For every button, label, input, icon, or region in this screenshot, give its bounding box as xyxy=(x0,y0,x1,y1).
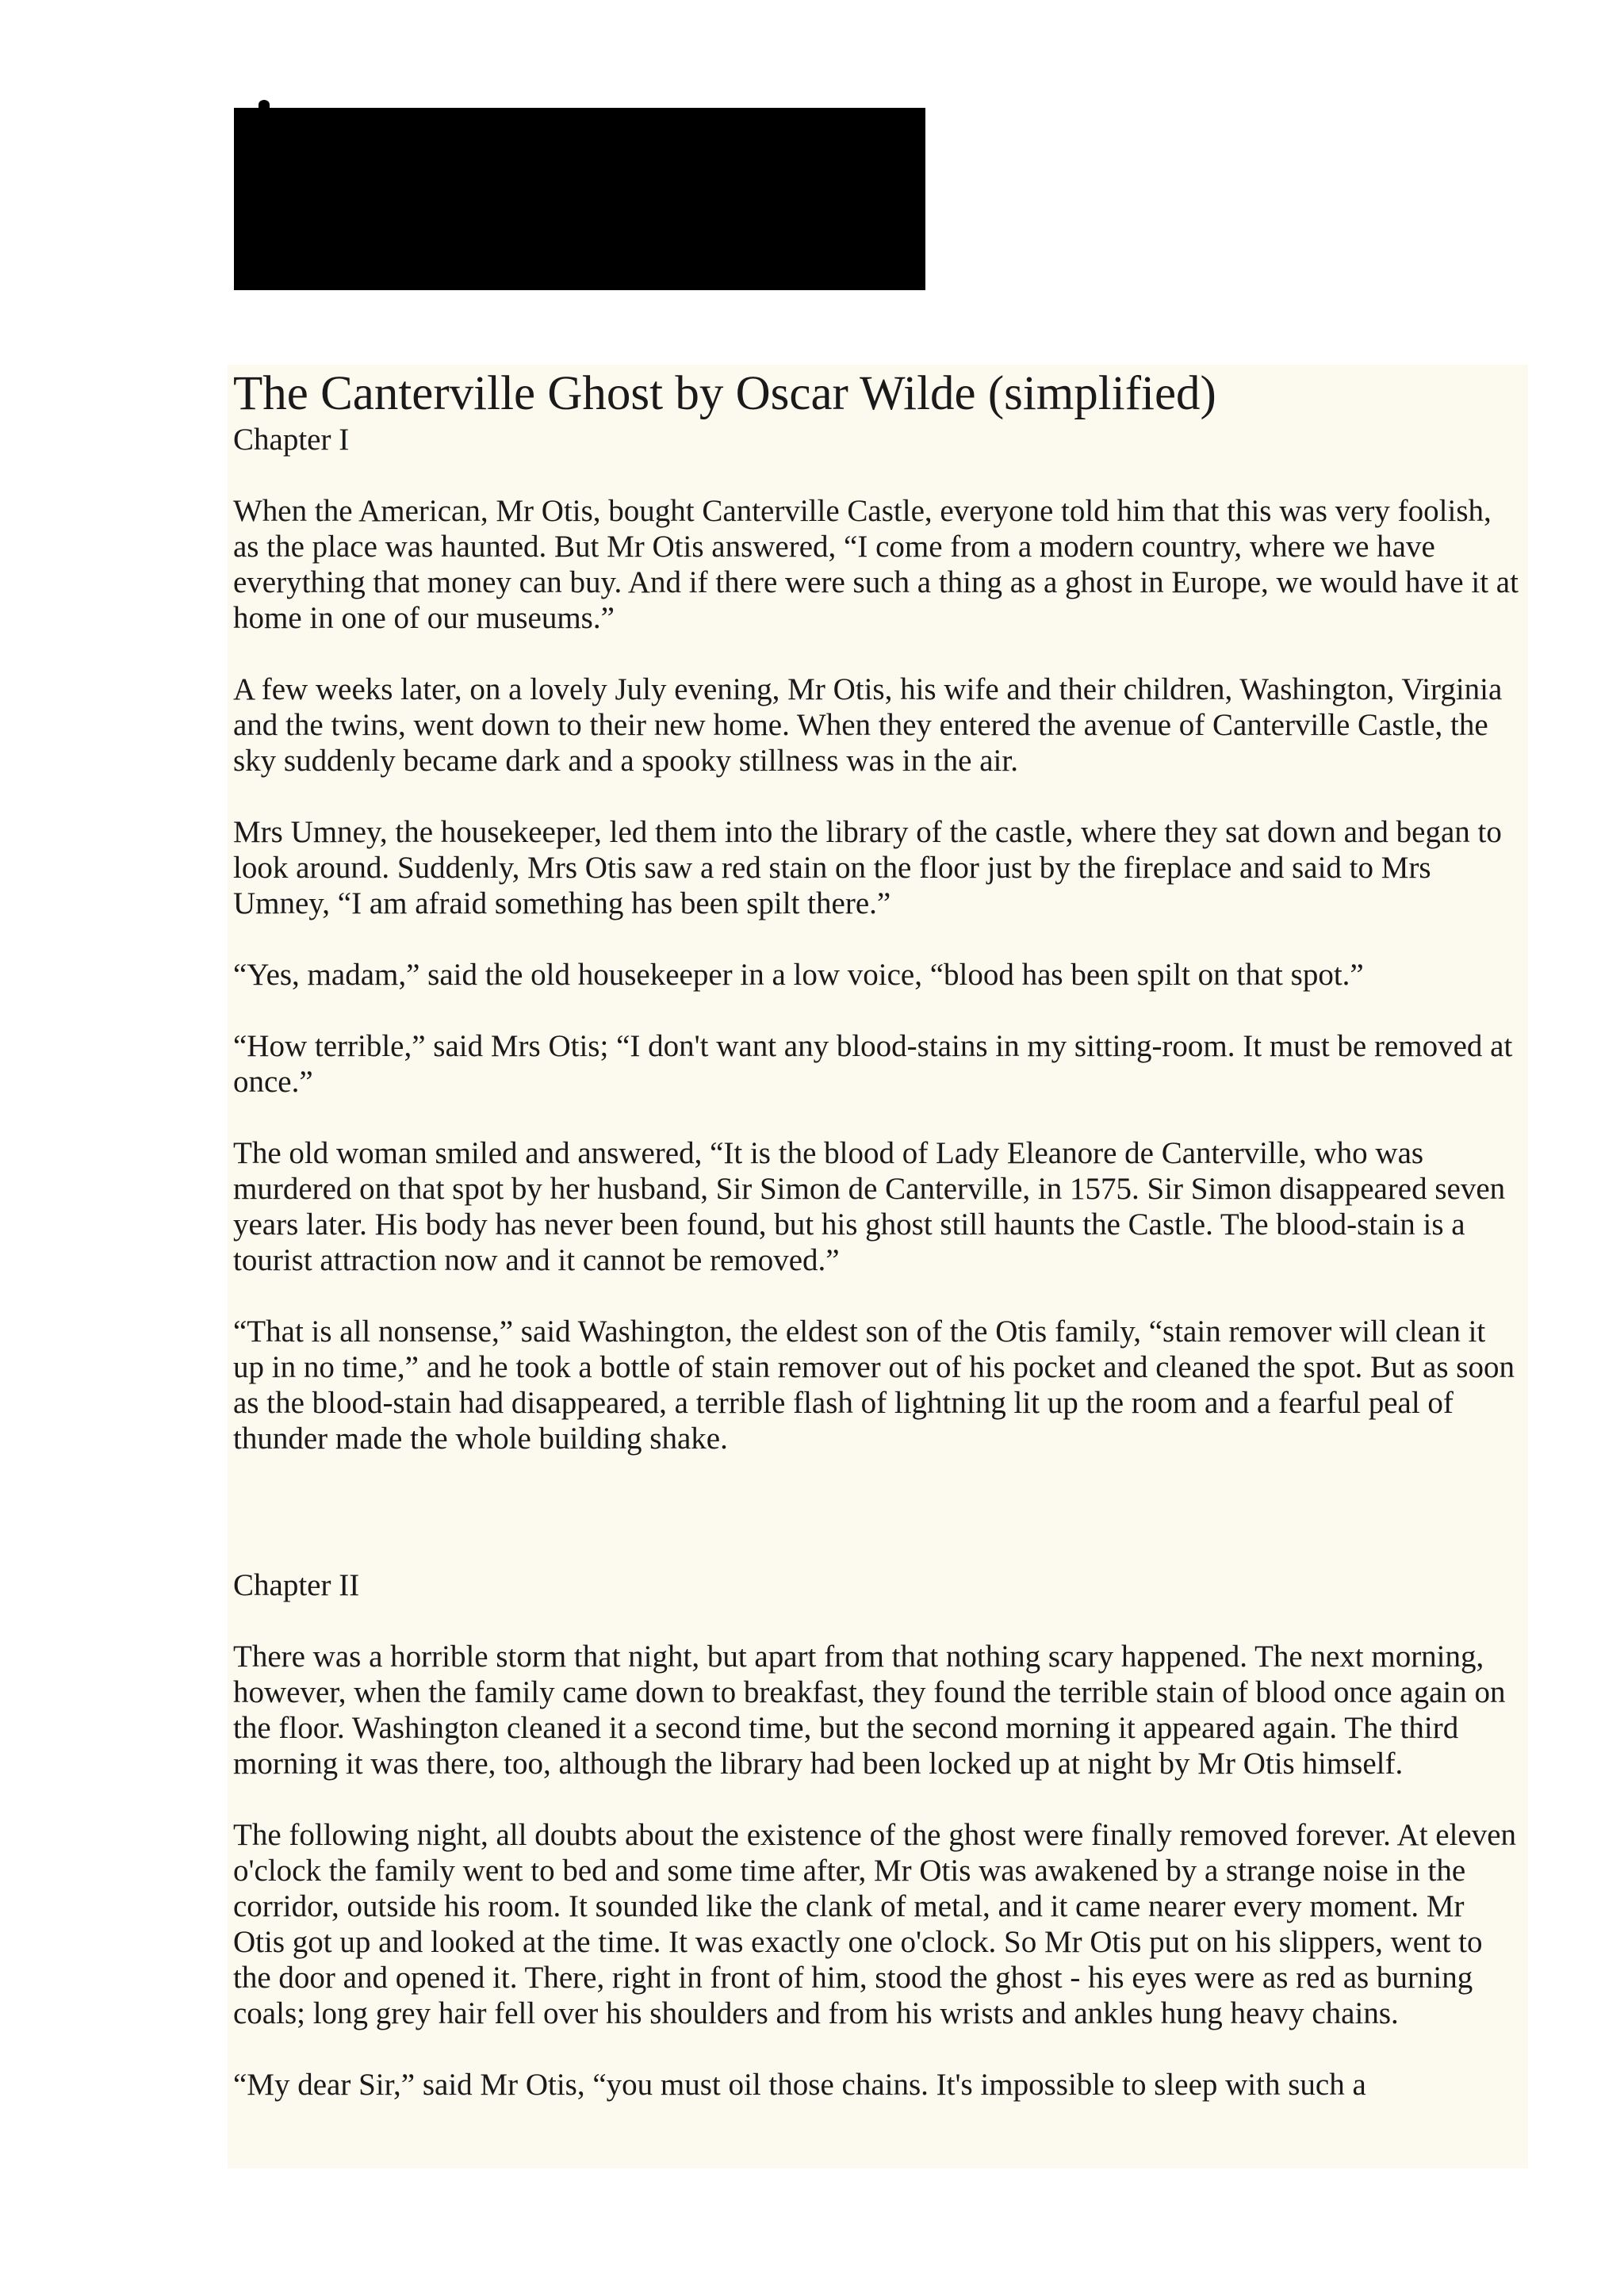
chapter-heading: Chapter I xyxy=(233,423,350,457)
paragraph: The old woman smiled and answered, “It is the blood of Lady Eleanore de Canterville, who was murdered on that spot by her husband, Sir Simon de Canterville, in 1575. Sir Simon disappeared seven years later. His body has never been found, but his ghost still haunts the Castle. The blood-stain is a tourist attraction now and it cannot be removed.” xyxy=(233,1136,1506,1277)
paragraph: Mrs Umney, the housekeeper, led them into the library of the castle, where they sat down and began to look around. Suddenly, Mrs Otis saw a red stain on the floor just by the fireplace and said to Mrs Umney, “I am afraid something has been spilt there.” xyxy=(233,815,1502,920)
document-body xyxy=(233,366,1522,2103)
redacted-header-block xyxy=(234,108,925,290)
paragraph: “That is all nonsense,” said Washington, the eldest son of the Otis family, “stain remover will clean it up in no time,” and he took a bottle of stain remover out of his pocket and cleaned the spot. But as soon as the blood-stain had disappeared, a terrible flash of lightning lit up the room and a fearful peal of thunder made the whole building shake. xyxy=(233,1314,1515,1456)
paragraph: The following night, all doubts about the existence of the ghost were finally removed forever. At eleven o'clock the family went to bed and some time after, Mr Otis was awakened by a strange noise in the corridor, outside his room. It sounded like the clank of metal, and it came nearer every moment. Mr Otis got up and looked at the time. It was exactly one o'clock. So Mr Otis put on his slippers, went to the door and opened it. There, right in front of him, stood the ghost - his eyes were as red as burning coals; long grey hair fell over his shoulders and from his wrists and ankles hung heavy chains. xyxy=(233,1818,1517,2030)
paragraph: A few weeks later, on a lovely July evening, Mr Otis, his wife and their children, Washington, Virginia and the twins, went down to their new home. When they entered the avenue of Canterville Castle, the sky suddenly became dark and a spooky stillness was in the air. xyxy=(233,672,1503,778)
paragraph: “Yes, madam,” said the old housekeeper in a low voice, “blood has been spilt on that spot.” xyxy=(233,958,1364,992)
chapter-heading: Chapter II xyxy=(233,1568,360,1602)
document-title: The Canterville Ghost by Oscar Wilde (simplified) xyxy=(233,367,1216,420)
paragraph: There was a horrible storm that night, but apart from that nothing scary happened. The next morning, however, when the family came down to breakfast, they found the terrible stain of blood once again on the floor. Washington cleaned it a second time, but the second morning it appeared again. The third morning it was there, too, although the library had been locked up at night by Mr Otis himself. xyxy=(233,1640,1506,1781)
paragraph: “How terrible,” said Mrs Otis; “I don't want any blood-stains in my sitting-room. It must be removed at once.” xyxy=(233,1029,1513,1099)
paragraph: “My dear Sir,” said Mr Otis, “you must oil those chains. It's impossible to sleep with such a xyxy=(233,2068,1366,2102)
paragraph: When the American, Mr Otis, bought Canterville Castle, everyone told him that this was very foolish, as the place was haunted. But Mr Otis answered, “I come from a modern country, where we have everything that money can buy. And if there were such a thing as a ghost in Europe, we would have it at home in one of our museums.” xyxy=(233,494,1519,635)
